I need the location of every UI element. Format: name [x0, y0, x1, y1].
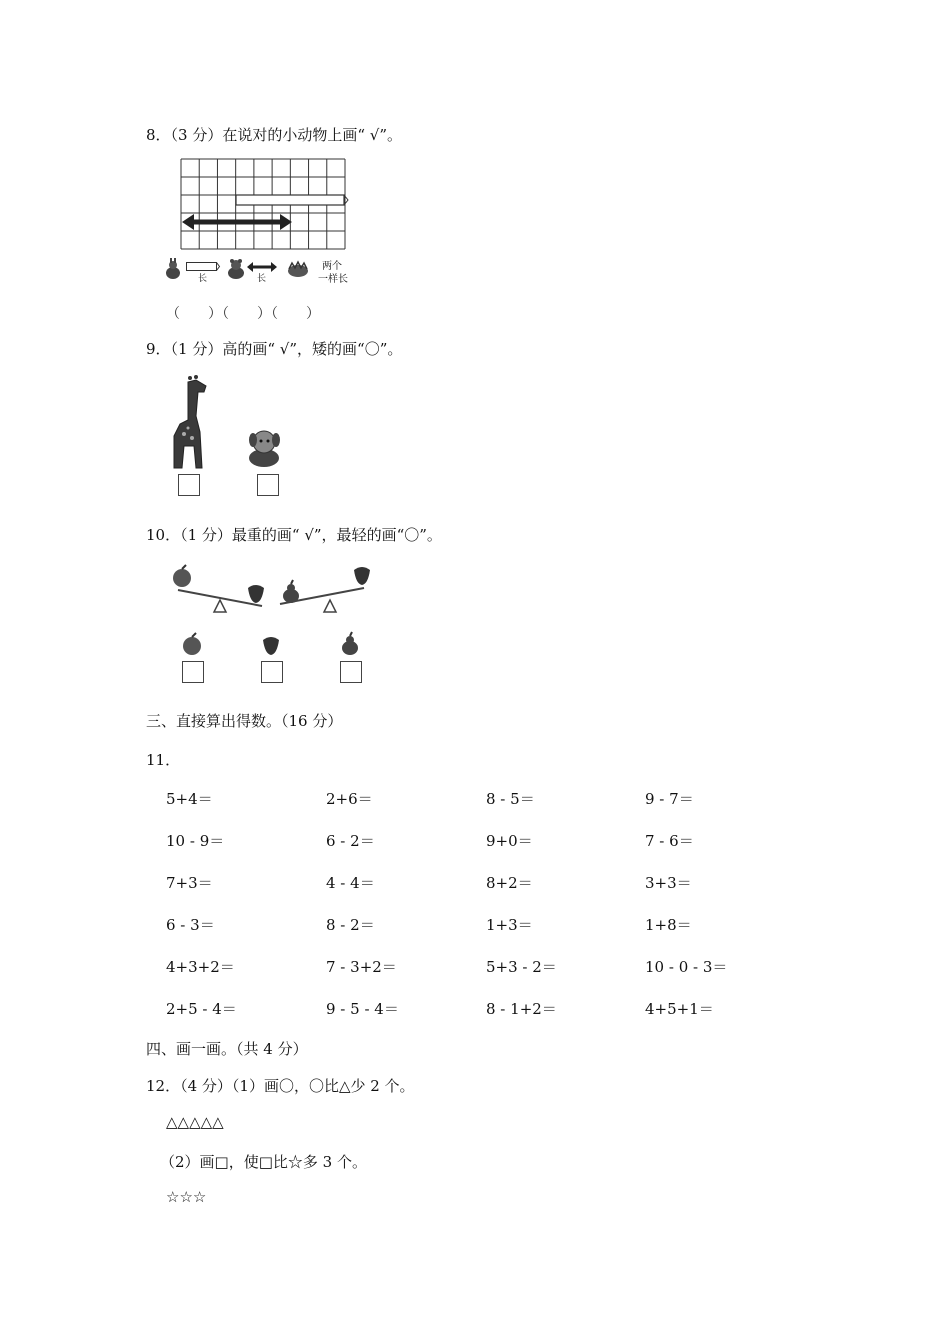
- equation: 2+6＝: [326, 790, 373, 808]
- giraffe-icon: [166, 376, 214, 470]
- peach-icon: [180, 632, 204, 656]
- peach-icon: [170, 564, 194, 588]
- equation: 10 - 9＝: [166, 832, 225, 850]
- q8-grid-figure: [180, 158, 350, 250]
- answer-box-pear[interactable]: [340, 661, 362, 683]
- strawberry-icon: [259, 632, 283, 656]
- answer-box-strawberry[interactable]: [261, 661, 283, 683]
- section4-title: 四、画一画。（共 4 分）: [146, 1040, 308, 1058]
- equation: 5+4＝: [166, 790, 213, 808]
- equation: 8 - 1+2＝: [486, 1000, 557, 1018]
- answer-box-giraffe[interactable]: [178, 474, 200, 496]
- q11-number: 11．: [146, 751, 181, 769]
- answer-box-puppy[interactable]: [257, 474, 279, 496]
- strawberry-icon: [350, 562, 374, 586]
- q8-label-c2: 一样长: [318, 274, 348, 285]
- equation: 6 - 2＝: [326, 832, 375, 850]
- q8-label-b: 长: [257, 274, 267, 284]
- pear-icon: [339, 632, 361, 656]
- star-row: ☆☆☆: [166, 1188, 207, 1206]
- equation: 8 - 5＝: [486, 790, 535, 808]
- equation: 4 - 4＝: [326, 874, 375, 892]
- equation: 7 - 6＝: [645, 832, 694, 850]
- q8-answer-parens: （ ）（ ）（ ）: [166, 306, 320, 322]
- q8-label-a: 长: [198, 274, 208, 284]
- equation: 8 - 2＝: [326, 916, 375, 934]
- equation: 10 - 0 - 3＝: [645, 958, 728, 976]
- animal-bear-icon: [226, 258, 246, 280]
- animal-hedgehog-icon: [286, 260, 310, 278]
- equation: 1+8＝: [645, 916, 692, 934]
- equation: 9 - 5 - 4＝: [326, 1000, 399, 1018]
- puppy-icon: [246, 428, 284, 468]
- pear-icon: [280, 580, 302, 604]
- q8-text: 8．（3 分）在说对的小动物上画“ √”。: [146, 126, 403, 144]
- answer-box-peach[interactable]: [182, 661, 204, 683]
- equation: 6 - 3＝: [166, 916, 215, 934]
- q12-part2-text: （2）画□，使□比☆多 3 个。: [160, 1153, 367, 1171]
- q10-text: 10．（1 分）最重的画“ √”，最轻的画“〇”。: [146, 526, 442, 544]
- animal-rabbit-icon: [164, 258, 182, 280]
- equation: 2+5 - 4＝: [166, 1000, 237, 1018]
- section3-title: 三、直接算出得数。（16 分）: [146, 712, 343, 730]
- equation: 3+3＝: [645, 874, 692, 892]
- equation: 8+2＝: [486, 874, 533, 892]
- equation: 4+3+2＝: [166, 958, 235, 976]
- equation: 1+3＝: [486, 916, 533, 934]
- q8-label-c1: 两个: [322, 261, 342, 272]
- equation: 9+0＝: [486, 832, 533, 850]
- equation: 9 - 7＝: [645, 790, 694, 808]
- equation: 5+3 - 2＝: [486, 958, 557, 976]
- strawberry-icon: [244, 580, 268, 604]
- q9-text: 9．（1 分）高的画“ √”，矮的画“〇”。: [146, 340, 403, 358]
- equation: 7 - 3+2＝: [326, 958, 397, 976]
- equation: 4+5+1＝: [645, 1000, 714, 1018]
- q12-text: 12．（4 分）（1）画〇，〇比△少 2 个。: [146, 1077, 415, 1095]
- triangle-row: △△△△△: [166, 1113, 224, 1131]
- equation: 7+3＝: [166, 874, 213, 892]
